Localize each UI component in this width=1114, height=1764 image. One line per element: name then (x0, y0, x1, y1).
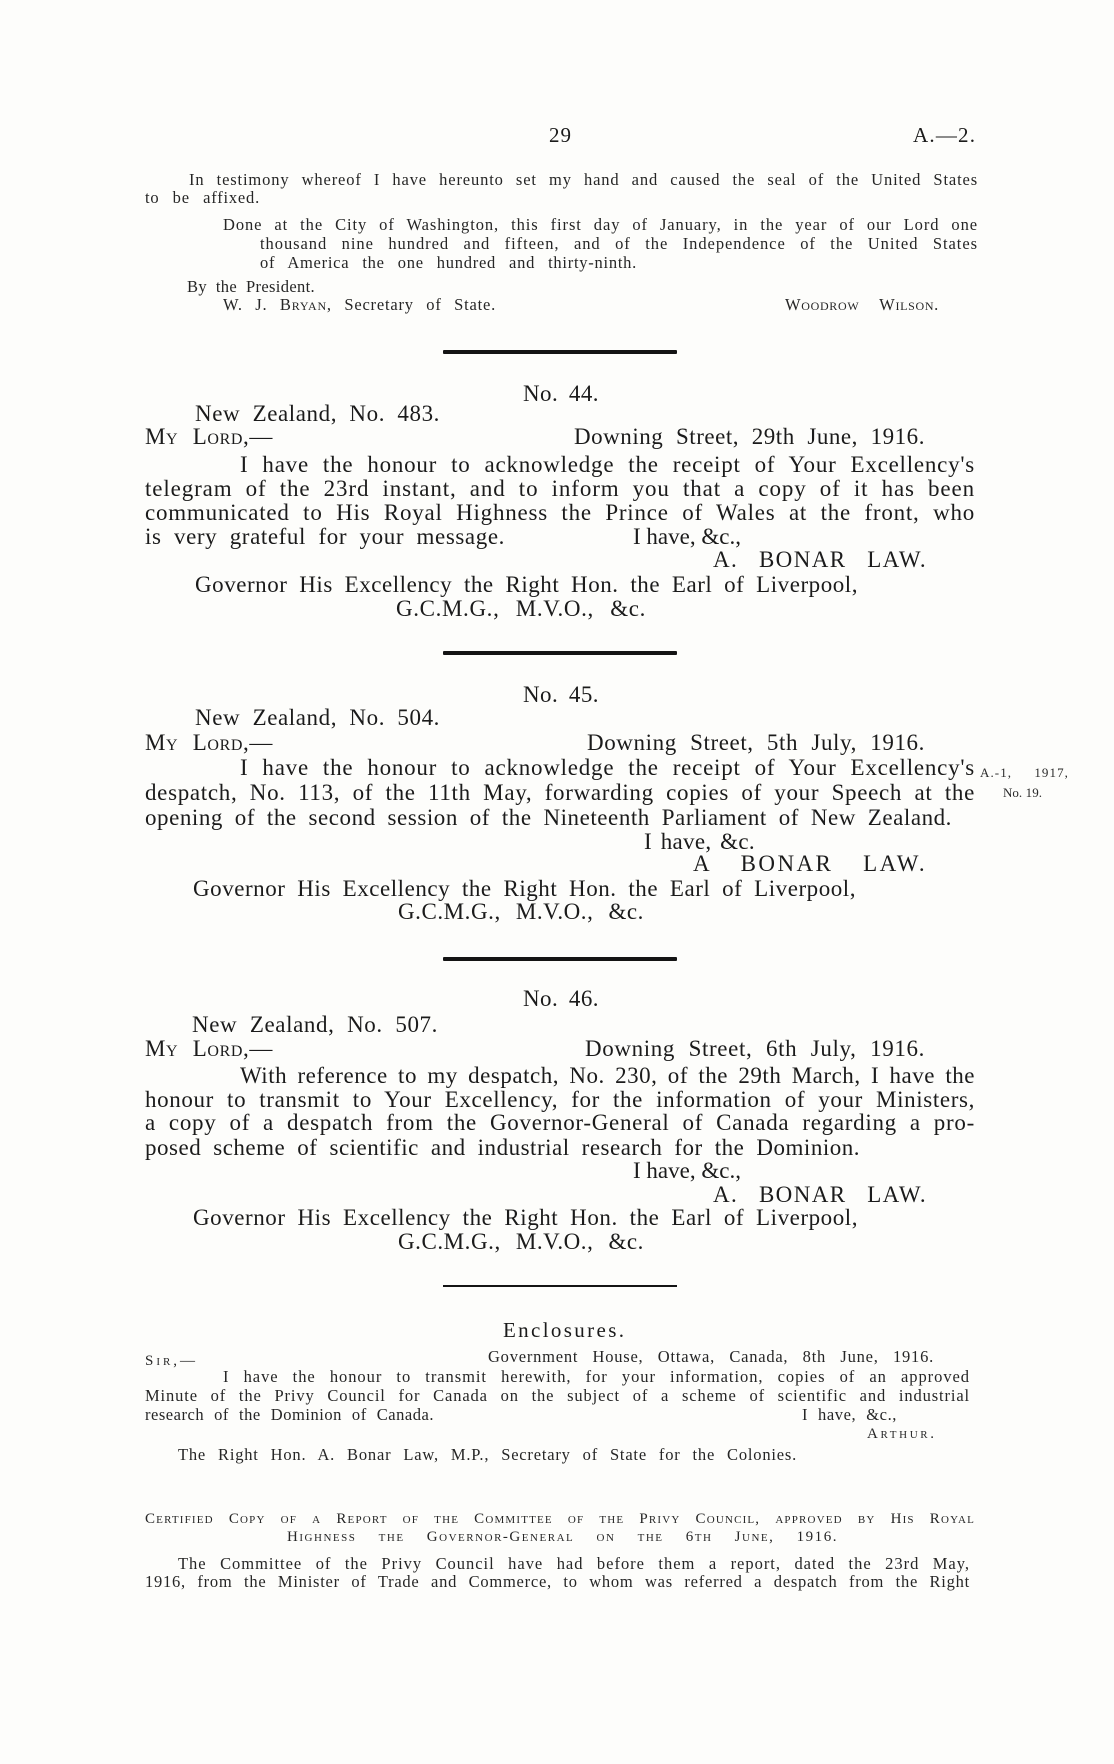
despatch-body-line: is very grateful for your message. (145, 524, 505, 549)
despatch-dateline: Downing Street, 5th July, 1916. (587, 730, 925, 755)
section-divider-rule (443, 957, 677, 961)
despatch-reference: New Zealand, No. 483. (195, 401, 440, 426)
despatch-reference: New Zealand, No. 507. (192, 1012, 438, 1037)
enclosure-signatory: Arthur. (867, 1426, 937, 1442)
despatch-addressee-line: Governor His Excellency the Right Hon. the Earl of Liverpool, (193, 876, 856, 901)
certified-copy-body-line: The Committee of the Privy Council have had before them a report, dated the 23rd May, (178, 1554, 970, 1573)
despatch-salutation: My Lord,— (145, 730, 273, 755)
paper-reference: A.—2. (913, 123, 977, 147)
despatch-body-line: opening of the second session of the Nineteenth Parliament of New Zealand. (145, 805, 952, 830)
despatch-dateline: Downing Street, 6th July, 1916. (585, 1036, 925, 1061)
despatch-reference: New Zealand, No. 504. (195, 705, 440, 730)
section-divider-rule (443, 1285, 677, 1287)
despatch-addressee-line: Governor His Excellency the Right Hon. the Earl of Liverpool, (193, 1205, 858, 1230)
despatch-dateline: Downing Street, 29th June, 1916. (574, 424, 925, 449)
enclosure-body-line: I have the honour to transmit herewith, for your information, copies of an approved (223, 1367, 970, 1386)
testimony-line: to be affixed. (145, 188, 260, 207)
section-divider-rule (443, 651, 677, 655)
enclosure-addressee: The Right Hon. A. Bonar Law, M.P., Secretary of State for the Colonies. (178, 1445, 797, 1464)
enclosure-closing: I have, &c., (802, 1405, 897, 1424)
despatch-number: No. 46. (523, 986, 599, 1011)
enclosure-body-line: research of the Dominion of Canada. (145, 1405, 434, 1424)
done-at-line: of America the one hundred and thirty-ninth. (260, 253, 637, 272)
section-divider-rule (443, 350, 677, 354)
page-number: 29 (549, 123, 572, 147)
despatch-closing: I have, &c., (633, 524, 741, 549)
done-at-line: thousand nine hundred and fifteen, and of the Independence of the United States (260, 234, 978, 253)
enclosure-salutation: Sir,— (145, 1353, 198, 1369)
despatch-number: No. 45. (523, 682, 599, 707)
despatch-addressee-line: G.C.M.G., M.V.O., &c. (396, 596, 646, 621)
despatch-addressee-line: G.C.M.G., M.V.O., &c. (398, 1229, 644, 1254)
enclosure-dateline: Government House, Ottawa, Canada, 8th June, 1916. (488, 1347, 934, 1366)
despatch-closing: I have, &c. (644, 829, 755, 854)
secretary-of-state-countersignature (223, 296, 496, 314)
certified-copy-heading-line: Highness the Governor-General on the 6th June, 1916. (287, 1529, 838, 1545)
done-at-line: Done at the City of Washington, this first day of January, in the year of our Lord one (223, 215, 978, 234)
certified-copy-heading-line: Certified Copy of a Report of the Committee of the Privy Council, approved by His Royal (145, 1511, 975, 1527)
despatch-addressee-line: Governor His Excellency the Right Hon. the Earl of Liverpool, (195, 572, 858, 597)
enclosure-body-line: Minute of the Privy Council for Canada on the subject of a scheme of scientific and industrial (145, 1386, 970, 1405)
despatch-signatory: A. BONAR LAW. (713, 1182, 927, 1207)
despatch-body-line: despatch, No. 113, of the 11th May, forwarding copies of your Speech at the (145, 780, 975, 805)
attestation-line: By the President. (187, 277, 315, 296)
countersigner-name: W. J. Bryan, (223, 295, 332, 314)
despatch-number: No. 44. (523, 381, 599, 406)
despatch-body-line: honour to transmit to Your Excellency, for the information of your Ministers, (145, 1087, 975, 1112)
despatch-salutation: My Lord,— (145, 1036, 273, 1061)
margin-note: No. 19. (1003, 785, 1042, 800)
despatch-addressee-line: G.C.M.G., M.V.O., &c. (398, 899, 644, 924)
despatch-salutation: My Lord,— (145, 424, 273, 449)
enclosures-heading: Enclosures. (503, 1318, 627, 1342)
despatch-body-line: posed scheme of scientific and industrial research for the Dominion. (145, 1135, 860, 1160)
despatch-body-line: I have the honour to acknowledge the receipt of Your Excellency's (240, 755, 975, 780)
despatch-body-line: With reference to my despatch, No. 230, of the 29th March, I have the (240, 1063, 975, 1088)
despatch-closing: I have, &c., (633, 1158, 741, 1183)
margin-note: A.-1, 1917, (980, 765, 1069, 780)
testimony-line: In testimony whereof I have hereunto set my hand and caused the seal of the United States (189, 170, 978, 189)
despatch-signatory: A. BONAR LAW. (713, 547, 927, 572)
certified-copy-body-line: 1916, from the Minister of Trade and Commerce, to whom was referred a despatch from the Right (145, 1572, 970, 1591)
president-signature: Woodrow Wilson. (785, 295, 939, 314)
despatch-body-line: a copy of a despatch from the Governor-General of Canada regarding a pro- (145, 1110, 975, 1135)
countersigner-title: Secretary of State. (344, 295, 497, 314)
despatch-body-line: communicated to His Royal Highness the Prince of Wales at the front, who (145, 500, 975, 525)
despatch-body-line: I have the honour to acknowledge the receipt of Your Excellency's (240, 452, 975, 477)
despatch-body-line: telegram of the 23rd instant, and to inform you that a copy of it has been (145, 476, 975, 501)
despatch-signatory: A BONAR LAW. (693, 851, 927, 876)
